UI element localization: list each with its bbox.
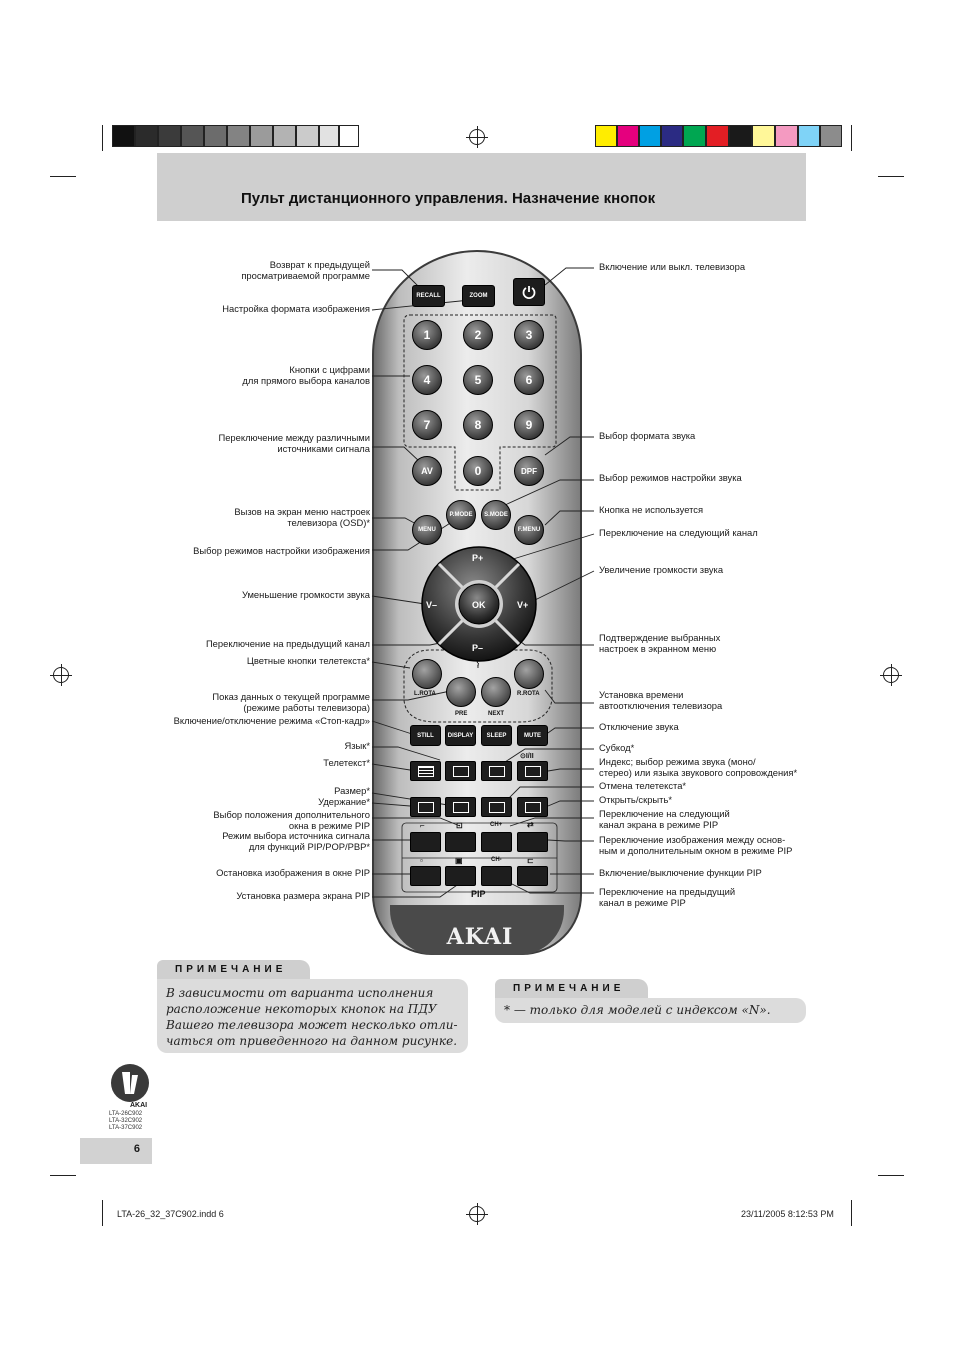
label-pip-freeze: Остановка изображения в окне PIP xyxy=(216,867,370,878)
sleep-button[interactable]: SLEEP xyxy=(481,725,512,746)
digit-button-6[interactable]: 6 xyxy=(514,365,544,395)
label-av: Переключение между различными источниками сигнала xyxy=(218,432,370,454)
label-pplus: Переключение на следующий канал xyxy=(599,527,758,538)
ok-button[interactable]: OK xyxy=(472,600,486,610)
note-heading: ПРИМЕЧАНИЕ xyxy=(495,979,648,998)
label-pip-size: Установка размера экрана PIP xyxy=(236,890,370,901)
index-button[interactable] xyxy=(517,761,548,781)
pip-size-icon: ▣ xyxy=(455,856,463,865)
mono-stereo-icon: ⊙I/II xyxy=(520,753,534,760)
side-brand: AKAI xyxy=(130,1102,148,1109)
cancel-icon xyxy=(489,802,505,813)
page-number-box xyxy=(80,1138,152,1164)
pip-source-button[interactable] xyxy=(445,832,476,852)
label-color-buttons: Цветные кнопки телетекста* xyxy=(246,655,370,666)
blue-button[interactable] xyxy=(514,659,544,689)
label-mute: Отключение звука xyxy=(599,721,679,732)
label-vminus: Уменьшение громкости звука xyxy=(241,589,370,600)
display-button[interactable]: DISPLAY xyxy=(445,725,476,746)
digit-button-3[interactable]: 3 xyxy=(514,320,544,350)
digit-button-1[interactable]: 1 xyxy=(412,320,442,350)
av-button[interactable]: AV xyxy=(412,456,442,486)
p-mode-button[interactable]: P.MODE xyxy=(446,500,476,530)
label-recall: Возврат к предыдущей просматриваемой программе xyxy=(241,259,370,281)
label-pip-toggle: Включение/выключение функции PIP xyxy=(599,867,762,878)
next-label: NEXT xyxy=(488,711,505,717)
yellow-button[interactable] xyxy=(481,677,511,707)
reveal-icon xyxy=(525,802,541,813)
reveal-button[interactable] xyxy=(517,797,548,817)
label-reveal: Открыть/скрыть* xyxy=(599,794,672,805)
label-sleep: Установка времени автоотключения телевизора xyxy=(599,689,723,711)
power-button[interactable] xyxy=(513,278,545,306)
recall-button[interactable]: RECALL xyxy=(412,285,445,307)
pip-toggle-button[interactable] xyxy=(517,866,548,886)
red-button[interactable] xyxy=(412,659,442,689)
pip-freeze-button[interactable] xyxy=(410,866,441,886)
size-button[interactable] xyxy=(445,797,476,817)
tv-logo-icon xyxy=(110,1063,150,1103)
pip-position-button[interactable] xyxy=(410,832,441,852)
label-ok: Подтверждение выбранных настроек в экранном меню xyxy=(599,632,721,654)
note-body: В зависимости от варианта исполнения расположение некоторых кнопок на ПДУ Вашего телевизора может несколько отли- чаться от приведенного на данном рисунке. xyxy=(157,979,468,1053)
digit-button-0[interactable]: 0 xyxy=(463,456,493,486)
label-pip-position: Выбор положения дополнительного окна в режиме PIP xyxy=(213,809,370,831)
label-power: Включение или выкл. телевизора xyxy=(599,261,746,272)
digit-button-5[interactable]: 5 xyxy=(463,365,493,395)
mute-button[interactable]: MUTE xyxy=(517,725,548,746)
label-dpf: Выбор формата звука xyxy=(599,430,696,441)
label-fmenu: Кнопка не используется xyxy=(599,504,704,515)
pip-position-icon: ⌐ xyxy=(420,821,425,830)
teletext-icon xyxy=(418,766,434,777)
label-pip-ch-minus: Переключение на предыдущий канал в режиме PIP xyxy=(599,886,736,908)
digit-button-9[interactable]: 9 xyxy=(514,410,544,440)
footer-filename: LTA-26_32_37C902.indd 6 xyxy=(117,1209,224,1219)
digit-button-2[interactable]: 2 xyxy=(463,320,493,350)
pip-toggle-icon: ⊏ xyxy=(527,856,534,865)
hold-icon xyxy=(418,802,434,813)
s-mode-button[interactable]: S.MODE xyxy=(481,500,511,530)
note-body: * — только для моделей с индексом «N». xyxy=(495,998,806,1023)
digit-button-8[interactable]: 8 xyxy=(463,410,493,440)
index-icon xyxy=(525,766,541,777)
ch-plus-label: CH+ xyxy=(490,822,503,828)
note-heading: ПРИМЕЧАНИЕ xyxy=(157,960,310,979)
label-index: Индекс; выбор режима звука (моно/ стерео) или языка звукового сопровождения* xyxy=(599,756,798,778)
digit-button-7[interactable]: 7 xyxy=(412,410,442,440)
pip-ch-plus-button[interactable] xyxy=(481,832,512,852)
subcode-button[interactable] xyxy=(481,761,512,781)
label-pmode: Выбор режимов настройки изображения xyxy=(193,545,370,556)
pip-size-button[interactable] xyxy=(445,866,476,886)
footer-date: 23/11/2005 8:12:53 PM xyxy=(741,1209,834,1219)
pip-source-icon: ⊡ xyxy=(456,821,463,830)
model-list: LTA-26C902 LTA-32C902 LTA-37C902 xyxy=(109,1111,143,1131)
pip-freeze-icon: ▫ xyxy=(420,856,423,865)
v-plus-button[interactable]: V+ xyxy=(517,600,529,610)
language-icon xyxy=(453,766,469,777)
label-size: Размер* xyxy=(334,785,370,796)
power-icon xyxy=(521,284,537,300)
pre-label: PRE xyxy=(455,711,468,717)
label-cancel: Отмена телетекста* xyxy=(599,780,687,791)
label-display: Показ данных о текущей программе (режиме работы телевизора) xyxy=(212,691,370,713)
label-pminus: Переключение на предыдущий канал xyxy=(205,638,370,649)
green-button[interactable] xyxy=(446,677,476,707)
p-minus-button[interactable]: P– xyxy=(472,643,484,653)
subcode-icon xyxy=(489,766,505,777)
label-language: Язык* xyxy=(344,740,370,751)
pip-ch-minus-button[interactable] xyxy=(481,866,512,886)
r-rota-label: R.ROTA xyxy=(517,691,540,697)
dpf-button[interactable]: DPF xyxy=(514,456,544,486)
label-digits: Кнопки с цифрами для прямого выбора каналов xyxy=(242,364,370,386)
p-plus-button[interactable]: P+ xyxy=(472,553,484,563)
hold-button[interactable] xyxy=(410,797,441,817)
menu-button[interactable]: MENU xyxy=(412,515,442,545)
f-menu-button[interactable]: F.MENU xyxy=(514,515,544,545)
pip-label: PIP xyxy=(471,889,486,899)
pip-swap-icon: ⇄ xyxy=(527,820,534,829)
label-still: Включение/отключение режима «Стоп-кадр» xyxy=(173,715,370,726)
size-icon xyxy=(453,802,469,813)
ch-minus-label: CH- xyxy=(491,857,502,863)
label-pip-source: Режим выбора источника сигнала для функций PIP/POP/PBP* xyxy=(222,830,370,852)
label-hold: Удержание* xyxy=(318,796,370,807)
v-minus-button[interactable]: V– xyxy=(426,600,438,610)
zoom-button[interactable]: ZOOM xyxy=(462,285,495,307)
remote-brand: AKAI xyxy=(446,924,514,950)
page-title: Пульт дистанционного управления. Назначение кнопок xyxy=(241,190,656,207)
teletext-button[interactable] xyxy=(410,761,441,781)
label-menu: Вызов на экран меню настроек телевизора (OSD)* xyxy=(234,506,370,528)
label-pip-swap: Переключение изображения между основ- ным и дополнительным окном в режиме PIP xyxy=(599,834,793,856)
label-subcode: Субкод* xyxy=(599,742,635,753)
l-rota-label: L.ROTA xyxy=(414,691,436,697)
label-teletext: Телетекст* xyxy=(323,757,370,768)
page-number: 6 xyxy=(133,1143,140,1155)
label-smode: Выбор режимов настройки звука xyxy=(599,472,742,483)
digit-button-4[interactable]: 4 xyxy=(412,365,442,395)
label-pip-ch-plus: Переключение на следующий канал экрана в режиме PIP xyxy=(599,808,730,830)
language-button[interactable] xyxy=(445,761,476,781)
label-zoom: Настройка формата изображения xyxy=(222,303,370,314)
cancel-button[interactable] xyxy=(481,797,512,817)
pip-swap-button[interactable] xyxy=(517,832,548,852)
still-button[interactable]: STILL xyxy=(410,725,441,746)
label-vplus: Увеличение громкости звука xyxy=(599,564,724,575)
